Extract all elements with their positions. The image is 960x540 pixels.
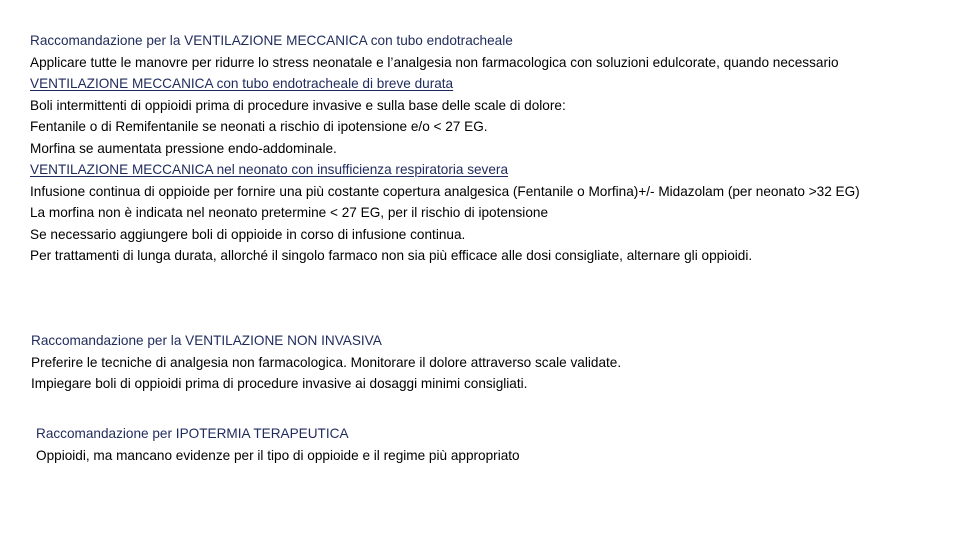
hypothermia-line: Oppioidi, ma mancano evidenze per il tipo di oppioide e il regime più appropriato xyxy=(36,447,520,463)
therapeutic-hypothermia-section xyxy=(36,423,936,466)
non-invasive-line: Preferire le tecniche di analgesia non farmacologica. Monitorare il dolore attraverso scale validate. xyxy=(31,354,622,370)
short-term-line: Morfina se aumentata pressione endo-addominale. xyxy=(30,140,337,156)
therapeutic-hypothermia-heading: Raccomandazione per IPOTERMIA TERAPEUTICA xyxy=(36,426,349,441)
mechanical-ventilation-intro: Applicare tutte le manovre per ridurre lo stress neonatale e l’analgesia non farmacologica con soluzioni edulcorate, quando necessario xyxy=(30,54,839,70)
non-invasive-ventilation-heading: Raccomandazione per la VENTILAZIONE NON INVASIVA xyxy=(31,333,382,348)
severe-line: Se necessario aggiungere boli di oppioide in corso di infusione continua. xyxy=(30,226,466,242)
severe-line: La morfina non è indicata nel neonato pretermine < 27 EG, per il rischio di ipotensione xyxy=(30,205,549,220)
mechanical-ventilation-heading: Raccomandazione per la VENTILAZIONE MECCANICA con tubo endotracheale xyxy=(30,33,513,48)
severe-line: Per trattamenti di lunga durata, allorché il singolo farmaco non sia più efficace alle dosi consigliate, alternare gli oppioidi. xyxy=(30,248,753,263)
mechanical-ventilation-section xyxy=(30,30,935,267)
severe-line: Infusione continua di oppioide per fornire una più costante copertura analgesica (Fentanile o Morfina)+/- Midazolam (per neonato >32 EG) xyxy=(30,183,860,199)
non-invasive-line: Impiegare boli di oppioidi prima di procedure invasive ai dosaggi minimi consigliati. xyxy=(31,376,528,391)
severe-respiratory-failure-heading: VENTILAZIONE MECCANICA nel neonato con insufficienza respiratoria severa xyxy=(30,162,509,177)
short-term-line: Fentanile o di Remifentanile se neonati a rischio di ipotensione e/o < 27 EG. xyxy=(30,119,488,134)
short-term-ventilation-heading: VENTILAZIONE MECCANICA con tubo endotracheale di breve durata xyxy=(30,76,454,91)
non-invasive-ventilation-section xyxy=(31,330,931,395)
short-term-line: Boli intermittenti di oppioidi prima di procedure invasive e sulla base delle scale di dolore: xyxy=(30,97,566,113)
